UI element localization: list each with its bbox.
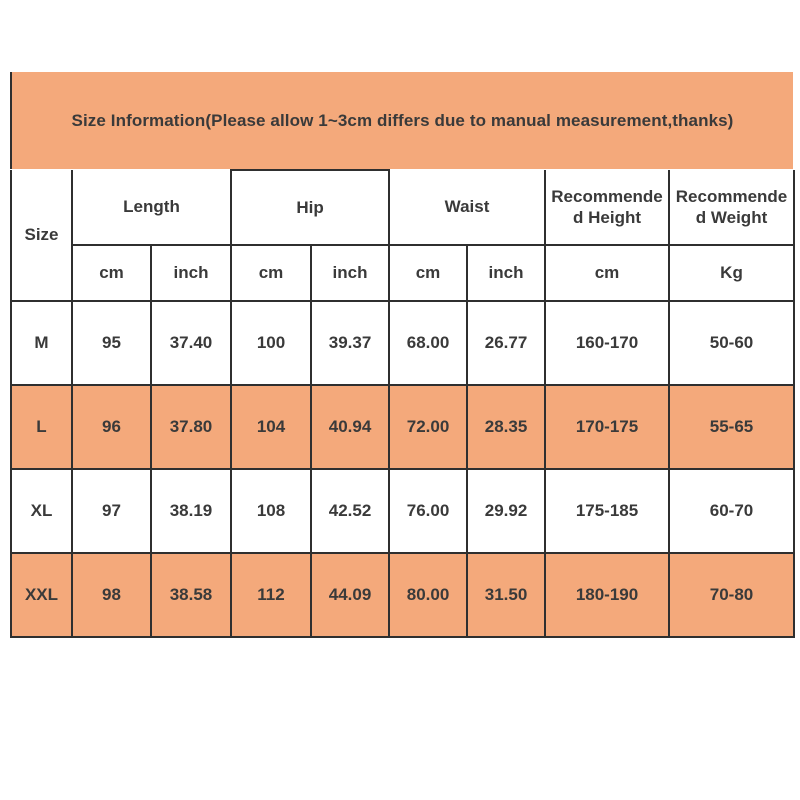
header-size: Size bbox=[11, 170, 72, 301]
waist-cm-value: 76.00 bbox=[389, 469, 467, 553]
waist-cm-value: 72.00 bbox=[389, 385, 467, 469]
hip-inch-value: 44.09 bbox=[311, 553, 389, 637]
rec-weight-value: 60-70 bbox=[669, 469, 794, 553]
size-label: M bbox=[11, 301, 72, 385]
header-recommended-weight bbox=[669, 170, 794, 245]
hip-cm-value: 108 bbox=[231, 469, 311, 553]
hip-inch-value: 39.37 bbox=[311, 301, 389, 385]
rec-weight-value: 70-80 bbox=[669, 553, 794, 637]
header-waist: Waist bbox=[389, 170, 545, 245]
header-group-row bbox=[11, 170, 794, 245]
waist-inch-value: 28.35 bbox=[467, 385, 545, 469]
rec-height-value: 175-185 bbox=[545, 469, 669, 553]
waist-inch-value: 29.92 bbox=[467, 469, 545, 553]
size-label: XXL bbox=[11, 553, 72, 637]
hip-cm-value: 100 bbox=[231, 301, 311, 385]
rec-height-value: 160-170 bbox=[545, 301, 669, 385]
length-inch-value: 38.58 bbox=[151, 553, 231, 637]
size-row-xxl bbox=[11, 553, 794, 637]
length-cm-value: 98 bbox=[72, 553, 151, 637]
size-label: XL bbox=[11, 469, 72, 553]
size-info-banner bbox=[10, 72, 793, 169]
rec-weight-value: 55-65 bbox=[669, 385, 794, 469]
unit-length-cm: cm bbox=[72, 245, 151, 301]
length-cm-value: 95 bbox=[72, 301, 151, 385]
rec-height-value: 180-190 bbox=[545, 553, 669, 637]
header-length: Length bbox=[72, 170, 231, 245]
unit-waist-inch: inch bbox=[467, 245, 545, 301]
size-row-l bbox=[11, 385, 794, 469]
unit-length-inch: inch bbox=[151, 245, 231, 301]
header-recommended-height bbox=[545, 170, 669, 245]
waist-cm-value: 68.00 bbox=[389, 301, 467, 385]
waist-inch-value: 26.77 bbox=[467, 301, 545, 385]
banner-title: Size Information(Please allow 1~3cm differs due to manual measurement,thanks) bbox=[71, 110, 734, 130]
length-inch-value: 37.40 bbox=[151, 301, 231, 385]
header-hip: Hip bbox=[231, 170, 389, 245]
rec-weight-value: 50-60 bbox=[669, 301, 794, 385]
length-cm-value: 96 bbox=[72, 385, 151, 469]
size-chart-table bbox=[10, 169, 795, 638]
hip-inch-value: 42.52 bbox=[311, 469, 389, 553]
waist-cm-value: 80.00 bbox=[389, 553, 467, 637]
length-cm-value: 97 bbox=[72, 469, 151, 553]
rec-height-line1: Recommende bbox=[551, 186, 663, 206]
unit-hip-cm: cm bbox=[231, 245, 311, 301]
waist-inch-value: 31.50 bbox=[467, 553, 545, 637]
size-row-m bbox=[11, 301, 794, 385]
hip-cm-value: 112 bbox=[231, 553, 311, 637]
unit-hip-inch: inch bbox=[311, 245, 389, 301]
unit-rec-height: cm bbox=[545, 245, 669, 301]
rec-height-line2: d Height bbox=[573, 208, 642, 227]
hip-cm-value: 104 bbox=[231, 385, 311, 469]
unit-rec-weight: Kg bbox=[669, 245, 794, 301]
hip-inch-value: 40.94 bbox=[311, 385, 389, 469]
rec-weight-line2: d Weight bbox=[695, 208, 768, 227]
header-unit-row bbox=[11, 245, 794, 301]
size-row-xl bbox=[11, 469, 794, 553]
rec-weight-line1: Recommende bbox=[675, 186, 788, 206]
rec-height-value: 170-175 bbox=[545, 385, 669, 469]
length-inch-value: 38.19 bbox=[151, 469, 231, 553]
length-inch-value: 37.80 bbox=[151, 385, 231, 469]
unit-waist-cm: cm bbox=[389, 245, 467, 301]
size-label: L bbox=[11, 385, 72, 469]
